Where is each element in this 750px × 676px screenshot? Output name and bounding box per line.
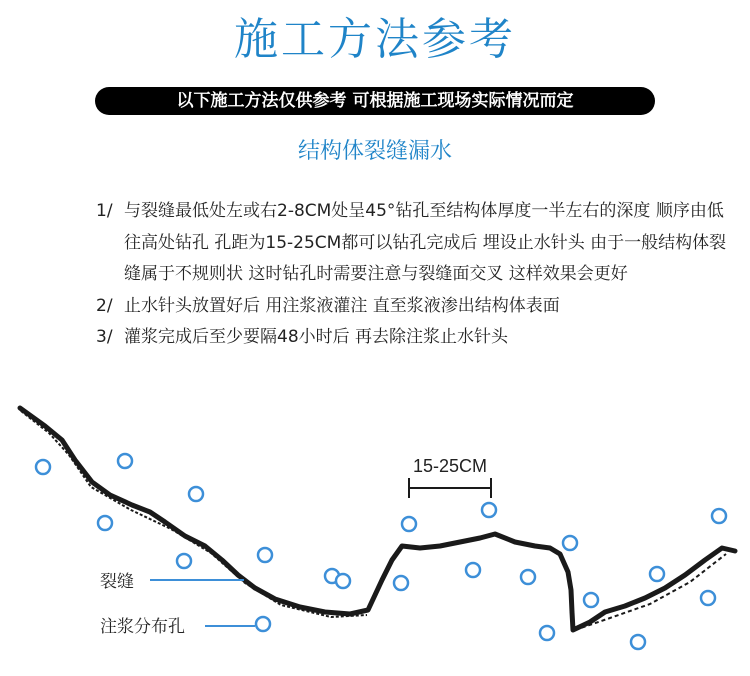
step-1 [96,196,736,291]
step-number: 3/ [96,327,113,347]
hole-marker [563,536,577,550]
hole-marker [394,576,408,590]
hole-marker [98,516,112,530]
spacing-label: 15-25CM [412,456,488,476]
step-number: 2/ [96,295,113,316]
hole-marker [712,509,726,523]
hole-marker [540,626,554,640]
hole-marker [118,454,132,468]
hole-marker [258,548,272,562]
step-number: 1/ [96,201,113,221]
hole-marker [584,593,598,607]
hole-marker [521,570,535,584]
notice-banner: 以下施工方法仅供参考 可根据施工现场实际情况而定 [95,87,655,115]
hole-marker [336,574,350,588]
hole-marker [650,567,664,581]
holes-label: 注浆分布孔 [100,617,185,637]
crack-diagram [0,395,750,676]
crack-line [20,408,735,630]
hole-marker [402,517,416,531]
step-text: 与裂缝最低处左或右2-8CM处呈45°钻孔至结构体厚度一半左右的深度 顺序由低往高处钻孔 孔距为15-25CM都可以钻孔完成后 埋设止水针头 由于一般结构体裂缝属于不规则状 这时钻孔时需要注意与裂缝面交叉 这样效果会更好 [124,201,727,284]
spacing-bracket [409,478,491,498]
hole-marker [256,617,270,631]
steps-list [96,196,736,354]
step-3 [96,322,736,354]
section-subtitle: 结构体裂缝漏水 [297,139,452,164]
hole-marker [189,487,203,501]
hole-marker [482,503,496,517]
step-text: 止水针头放置好后 用注浆液灌注 直至浆液渗出结构体表面 [124,295,560,316]
hole-marker [466,563,480,577]
page-title: 施工方法参考 [234,14,516,65]
hole-marker [701,591,715,605]
hole-marker [631,635,645,649]
step-text: 灌浆完成后至少要隔48小时后 再去除注浆止水针头 [124,327,509,347]
crack-label: 裂缝 [100,572,134,592]
hole-marker [177,554,191,568]
step-2 [96,291,736,323]
hole-marker [36,460,50,474]
